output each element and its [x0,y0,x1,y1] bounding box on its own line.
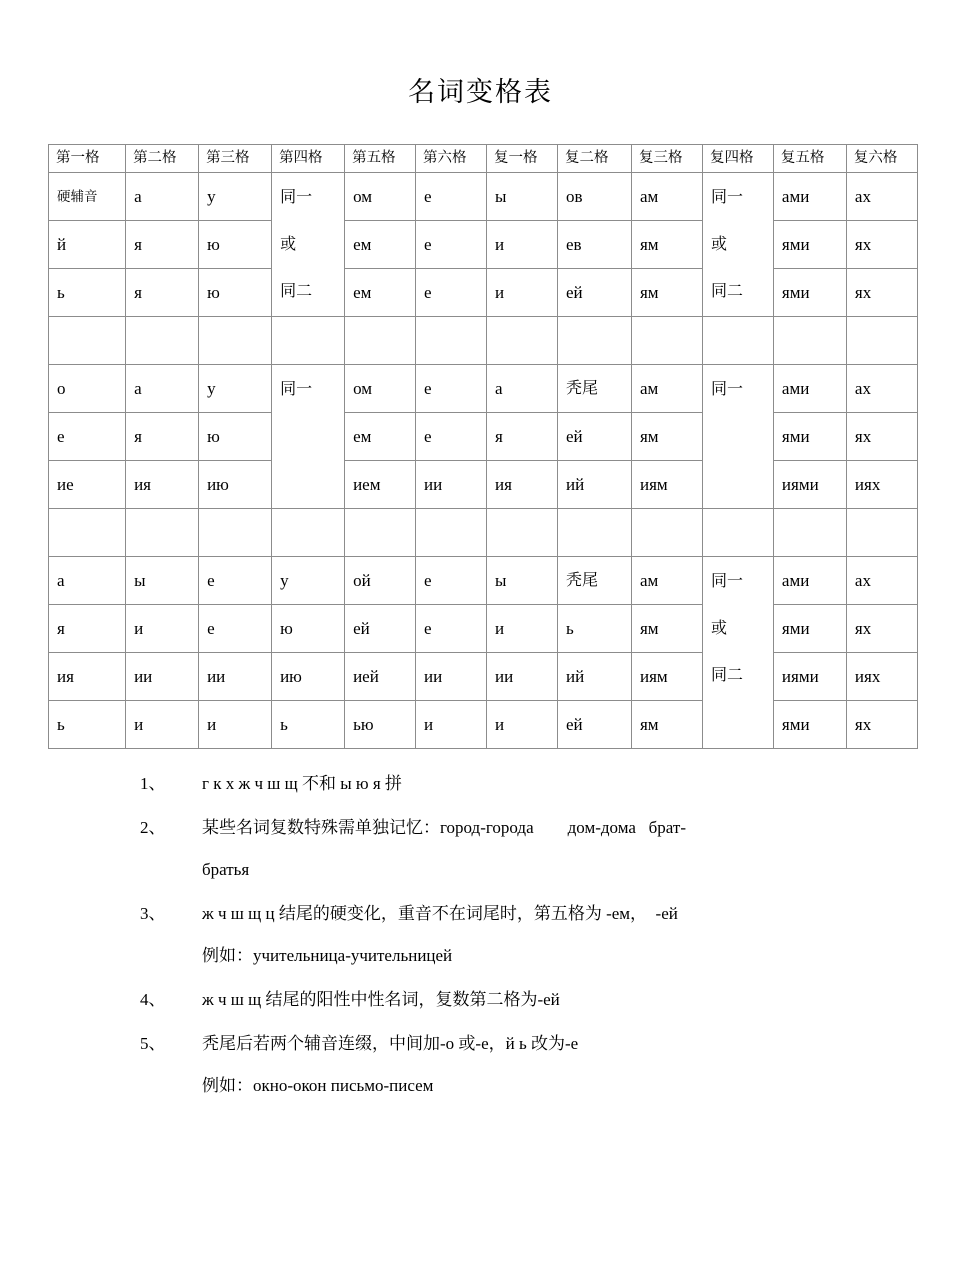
cell-dat-sg: е [199,556,272,604]
cell-pre-pl: ях [846,220,917,268]
cell-nom-sg: ия [49,652,126,700]
cell-pre-sg: е [416,172,487,220]
cell-gen-pl: ей [557,412,631,460]
note-item [140,807,921,891]
cell-gen-sg: и [126,604,199,652]
cell-gen-pl: ий [557,652,631,700]
cell-nom-sg: е [49,412,126,460]
spacer-cell [199,508,272,556]
cell-nom-pl: ы [487,556,558,604]
spacer-cell [416,508,487,556]
cell-gen-sg: а [126,172,199,220]
note-first-line [140,763,921,805]
table-row [49,268,918,316]
cell-acc-sg-merged [272,364,345,508]
spacer-cell [773,316,846,364]
table-body [49,172,918,748]
cell-ins-sg: ей [345,604,416,652]
cell-dat-pl: ам [631,172,702,220]
cell-nom-pl: а [487,364,558,412]
cell-ins-pl: ами [773,172,846,220]
note-text: 秃尾后若两个辅音连缀，中间加-о 或-е，й ь 改为-е [202,1033,579,1053]
cell-pre-sg: е [416,556,487,604]
table-spacer-row [49,316,918,364]
table-row [49,652,918,700]
acc-pl-merged-line: 同一 [710,573,743,591]
note-continuation-line: братья [202,859,250,879]
spacer-cell [631,508,702,556]
note-number: 1、 [140,773,166,793]
note-item [140,763,921,805]
note-item [140,1023,921,1107]
cell-dat-sg: у [199,364,272,412]
cell-nom-pl: я [487,412,558,460]
cell-gen-pl: ей [557,268,631,316]
cell-dat-pl: ям [631,604,702,652]
acc-sg-merged-line: 同二 [280,282,313,300]
cell-dat-pl: иям [631,652,702,700]
cell-gen-pl: ий [557,460,631,508]
declension-table [48,144,918,749]
note-first-line [140,979,921,1021]
spacer-cell [631,316,702,364]
spacer-cell [272,508,345,556]
cell-nom-sg: й [49,220,126,268]
cell-acc-sg: ию [272,652,345,700]
cell-nom-pl: и [487,700,558,748]
table-header [49,144,918,172]
cell-nom-sg: а [49,556,126,604]
table-row [49,700,918,748]
cell-dat-pl: ам [631,556,702,604]
cell-acc-pl-merged [702,556,773,748]
note-item [140,893,921,977]
col-header-gen-sg: 第二格 [126,144,199,172]
cell-nom-pl: ии [487,652,558,700]
spacer-cell [487,508,558,556]
acc-pl-merged-line: 同二 [710,282,743,300]
note-text: ж ч ш щ ц 结尾的硬变化，重音不在词尾时，第五格为 -ем， -ей [202,903,678,923]
cell-nom-pl: и [487,268,558,316]
spacer-cell [416,316,487,364]
cell-gen-sg: я [126,268,199,316]
col-header-nom-sg: 第一格 [49,144,126,172]
cell-pre-sg: е [416,604,487,652]
acc-pl-merged-line: 或 [710,235,727,253]
note-first-line [140,1023,921,1065]
spacer-cell [49,508,126,556]
cell-gen-sg: ии [126,652,199,700]
table-row [49,604,918,652]
cell-ins-pl: ями [773,412,846,460]
spacer-cell [557,508,631,556]
acc-pl-merged-line: 同一 [710,188,743,206]
cell-dat-sg: ю [199,268,272,316]
cell-pre-sg: е [416,220,487,268]
cell-pre-sg: ии [416,460,487,508]
cell-ins-sg: ем [345,268,416,316]
cell-dat-sg: е [199,604,272,652]
cell-pre-pl: иях [846,652,917,700]
note-text: 某些名词复数特殊需单独记忆：город-города дом-дома брат- [202,817,686,837]
notes-list [0,749,961,1107]
cell-pre-sg: е [416,268,487,316]
cell-ins-sg: ой [345,556,416,604]
acc-pl-merged-line: 同二 [710,667,743,685]
cell-gen-sg: и [126,700,199,748]
cell-pre-sg: е [416,364,487,412]
cell-acc-sg: у [272,556,345,604]
acc-sg-merged-line [280,460,336,507]
cell-ins-sg: ем [345,412,416,460]
cell-gen-sg: а [126,364,199,412]
cell-nom-sg: я [49,604,126,652]
cell-gen-pl: 秃尾 [557,556,631,604]
spacer-cell [557,316,631,364]
spacer-cell [487,316,558,364]
spacer-cell [345,508,416,556]
acc-pl-merged-line [711,699,765,746]
cell-ins-sg: ем [345,220,416,268]
cell-ins-sg: ью [345,700,416,748]
acc-sg-merged-line: 同一 [280,380,313,398]
cell-nom-sg: о [49,364,126,412]
col-header-ins-pl: 复五格 [773,144,846,172]
acc-sg-merged-line [280,413,336,460]
spacer-cell [773,508,846,556]
cell-gen-pl: ев [557,220,631,268]
cell-dat-pl: иям [631,460,702,508]
cell-ins-pl: иями [773,460,846,508]
table-spacer-row [49,508,918,556]
cell-dat-sg: ии [199,652,272,700]
spacer-cell [272,316,345,364]
col-header-pre-pl: 复六格 [846,144,917,172]
cell-ins-pl: иями [773,652,846,700]
page-title: 名词变格表 [408,77,553,107]
cell-gen-sg: я [126,412,199,460]
note-number: 4、 [140,989,166,1009]
cell-nom-pl: и [487,604,558,652]
acc-pl-merged-line [711,413,765,460]
cell-pre-pl: иях [846,460,917,508]
cell-gen-pl: ов [557,172,631,220]
note-text: г к х ж ч ш щ 不和 ы ю я 拼 [202,773,402,793]
cell-nom-pl: ы [487,172,558,220]
cell-nom-sg: ь [49,700,126,748]
note-item [140,979,921,1021]
spacer-cell [702,508,773,556]
cell-nom-sg: ь [49,268,126,316]
cell-dat-pl: ям [631,220,702,268]
cell-ins-sg: ией [345,652,416,700]
note-number: 3、 [140,903,166,923]
note-number: 2、 [140,817,166,837]
cell-gen-pl: ей [557,700,631,748]
acc-pl-merged-line: 同一 [710,380,743,398]
cell-pre-pl: ах [846,364,917,412]
spacer-cell [49,316,126,364]
spacer-cell [199,316,272,364]
acc-sg-merged-line: 同一 [280,188,313,206]
cell-ins-pl: ами [773,364,846,412]
spacer-cell [126,508,199,556]
cell-nom-pl: ия [487,460,558,508]
note-first-line [140,893,921,935]
acc-pl-merged-line [711,460,765,507]
declension-table-container [0,108,961,749]
table-row [49,220,918,268]
spacer-cell [702,316,773,364]
cell-pre-pl: ях [846,604,917,652]
cell-ins-sg: ием [345,460,416,508]
cell-pre-pl: ях [846,700,917,748]
spacer-cell [846,316,917,364]
cell-ins-pl: ями [773,604,846,652]
cell-ins-pl: ями [773,700,846,748]
spacer-cell [846,508,917,556]
note-number: 5、 [140,1033,166,1053]
cell-gen-sg: я [126,220,199,268]
acc-pl-merged-line: 或 [710,620,727,638]
cell-acc-sg: ю [272,604,345,652]
cell-pre-pl: ях [846,268,917,316]
col-header-nom-pl: 复一格 [487,144,558,172]
cell-dat-sg: ию [199,460,272,508]
cell-pre-sg: ии [416,652,487,700]
cell-ins-sg: ом [345,364,416,412]
cell-nom-pl: и [487,220,558,268]
table-header-row [49,144,918,172]
cell-dat-sg: и [199,700,272,748]
col-header-acc-pl: 复四格 [702,144,773,172]
table-row [49,556,918,604]
cell-pre-pl: ях [846,412,917,460]
cell-dat-pl: ям [631,700,702,748]
cell-acc-sg-merged [272,172,345,316]
cell-pre-sg: е [416,412,487,460]
cell-dat-pl: ям [631,268,702,316]
note-text: ж ч ш щ 结尾的阳性中性名词，复数第二格为-ей [202,989,560,1009]
cell-dat-pl: ам [631,364,702,412]
col-header-acc-sg: 第四格 [272,144,345,172]
note-first-line [140,807,921,849]
cell-gen-pl: ь [557,604,631,652]
acc-sg-merged-line: 或 [280,235,297,253]
spacer-cell [126,316,199,364]
note-continuation-line: 例如：учительница-учительницей [202,945,453,965]
col-header-ins-sg: 第五格 [345,144,416,172]
cell-acc-pl-merged [702,172,773,316]
cell-dat-pl: ям [631,412,702,460]
cell-ins-pl: ями [773,268,846,316]
table-row [49,172,918,220]
col-header-dat-sg: 第三格 [199,144,272,172]
cell-gen-sg: ы [126,556,199,604]
cell-acc-sg: ь [272,700,345,748]
cell-nom-sg: ие [49,460,126,508]
table-row [49,364,918,412]
cell-dat-sg: у [199,172,272,220]
cell-nom-sg: 硬辅音 [49,172,126,220]
cell-acc-pl-merged [702,364,773,508]
col-header-gen-pl: 复二格 [557,144,631,172]
cell-gen-sg: ия [126,460,199,508]
col-header-dat-pl: 复三格 [631,144,702,172]
table-row [49,412,918,460]
table-row [49,460,918,508]
spacer-cell [345,316,416,364]
cell-gen-pl: 秃尾 [557,364,631,412]
cell-pre-pl: ах [846,172,917,220]
cell-pre-sg: и [416,700,487,748]
cell-ins-sg: ом [345,172,416,220]
cell-ins-pl: ями [773,220,846,268]
note-continuation-line: 例如：окно-окон письмо-писем [202,1075,434,1095]
cell-pre-pl: ах [846,556,917,604]
cell-ins-pl: ами [773,556,846,604]
col-header-pre-sg: 第六格 [416,144,487,172]
cell-dat-sg: ю [199,220,272,268]
cell-dat-sg: ю [199,412,272,460]
